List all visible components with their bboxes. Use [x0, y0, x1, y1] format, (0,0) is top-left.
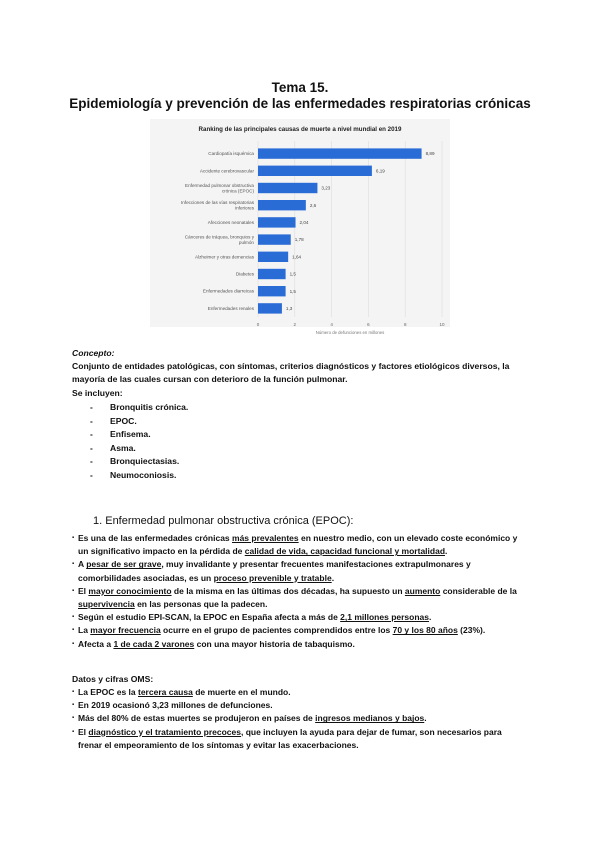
- bullet-item: ▪ La mayor frecuencia ocurre en el grupo de pacientes comprendidos entre los 70 y los 80 años (23%).: [72, 624, 532, 637]
- x-tick-label: 2: [293, 322, 297, 327]
- deaths-ranking-chart: [150, 119, 450, 335]
- category-label: Cánceres de tráquea, bronquios y: [184, 234, 254, 240]
- bar: [258, 286, 286, 296]
- bullet-item: ▪ El diagnóstico y el tratamiento precoces, que incluyen la ayuda para dejar de fumar, son necesarios para frenar el empeoramiento de los síntomas y evitar las exacerbaciones.: [72, 726, 532, 752]
- concepto-text-1: Conjunto de entidades patológicas, con síntomas, criterios diagnósticos y factores etiológicos diversos, la: [72, 361, 510, 371]
- x-tick-label: 0: [256, 322, 260, 327]
- concepto-label: Concepto:: [72, 348, 115, 358]
- value-label: 6,19: [375, 168, 385, 174]
- x-tick-label: 4: [330, 322, 333, 327]
- bullet-item: ▪ Más del 80% de estas muertes se produjeron en países de ingresos medianos y bajos.: [72, 712, 532, 725]
- list-item: - Bronquiectasias.: [90, 456, 188, 470]
- chart-svg: [150, 119, 450, 335]
- bar: [258, 200, 306, 210]
- list-item: - EPOC.: [90, 416, 188, 430]
- category-label: Enfermedades renales: [207, 305, 254, 311]
- value-label: 2,6: [309, 202, 317, 208]
- category-label: Enfermedad pulmonar obstructiva: [185, 182, 254, 188]
- list-item: - Asma.: [90, 443, 188, 457]
- category-label: Diabetes: [235, 271, 254, 277]
- oms-heading: Datos y cifras OMS:: [72, 674, 154, 684]
- bullet-item: ▪ Es una de las enfermedades crónicas más prevalentes en nuestro medio, con un elevado coste económico y un significativo impacto en la pérdida de calidad de vida, capacidad funcional y mortalidad.: [72, 532, 532, 558]
- x-tick-label: 6: [367, 322, 370, 327]
- bar: [258, 166, 372, 176]
- bullet-item: ▪ A pesar de ser grave, muy invalidante y presentar frecuentes manifestaciones extrapulmonares y comorbilidades asociadas, es un proceso prevenible y tratable.: [72, 558, 532, 584]
- value-label: 2,04: [299, 220, 309, 225]
- list-item: - Enfisema.: [90, 429, 188, 443]
- category-label: Accidente cerebrovascular: [199, 168, 254, 174]
- category-label: pulmón: [238, 239, 254, 245]
- value-label: 1,3: [285, 306, 293, 311]
- bullet-item: ▪ Afecta a 1 de cada 2 varones con una mayor historia de tabaquismo.: [72, 638, 532, 651]
- x-tick-label: 10: [439, 322, 445, 327]
- category-label: Cardiopatía isquémica: [208, 151, 254, 157]
- category-label: Enfermedades diarreicas: [202, 288, 254, 294]
- bar: [258, 303, 282, 313]
- concepto-text-2: mayoría de las cuales cursan con deterioro de la función pulmonar.: [72, 374, 348, 384]
- epoc-heading: 1. Enfermedad pulmonar obstructiva crónica (EPOC):: [93, 515, 354, 527]
- value-label: 1,5: [289, 288, 296, 294]
- category-label: inferiores: [235, 205, 254, 211]
- bullet-item: ▪ El mayor conocimiento de la misma en las últimas dos décadas, ha supuesto un aumento considerable de la supervivencia en las personas que la padecen.: [72, 585, 532, 611]
- bullet-item: ▪ Según el estudio EPI-SCAN, la EPOC en España afecta a más de 2,1 millones personas.: [72, 611, 532, 624]
- list-item: - Bronquitis crónica.: [90, 402, 188, 416]
- page-title: Tema 15.: [271, 80, 329, 95]
- bar: [258, 217, 296, 227]
- category-label: Infecciones de las vías respiratorias: [180, 199, 254, 205]
- epoc-bullets: [72, 532, 532, 651]
- entities-list: [90, 402, 188, 484]
- bullet-item: ▪ En 2019 ocasionó 3,23 millones de defunciones.: [72, 699, 532, 712]
- value-label: 8,89: [425, 151, 435, 157]
- page-subtitle: Epidemiología y prevención de las enfermedades respiratorias crónicas: [69, 96, 531, 111]
- list-item: - Neumoconiosis.: [90, 470, 188, 484]
- category-label: Afecciones neonatales: [207, 219, 254, 225]
- category-label: crónica (EPOC): [221, 188, 254, 194]
- oms-bullets: [72, 686, 532, 752]
- bar: [258, 148, 422, 158]
- chart-title: Ranking de las principales causas de muerte a nivel mundial en 2019: [198, 126, 402, 133]
- bar: [258, 269, 286, 279]
- value-label: 1,64: [292, 254, 302, 260]
- bar: [258, 252, 288, 262]
- value-label: 1,5: [289, 271, 296, 277]
- x-tick-label: 8: [403, 322, 407, 327]
- incluyen-label: Se incluyen:: [72, 388, 123, 398]
- value-label: 1,78: [294, 237, 304, 243]
- value-label: 3,23: [321, 185, 331, 191]
- bar: [258, 234, 291, 244]
- bar: [258, 183, 317, 193]
- x-axis-label: Número de defunciones en millones: [315, 330, 385, 335]
- category-label: Alzheimer y otras demencias: [195, 254, 254, 260]
- bullet-item: ▪ La EPOC es la tercera causa de muerte en el mundo.: [72, 686, 532, 699]
